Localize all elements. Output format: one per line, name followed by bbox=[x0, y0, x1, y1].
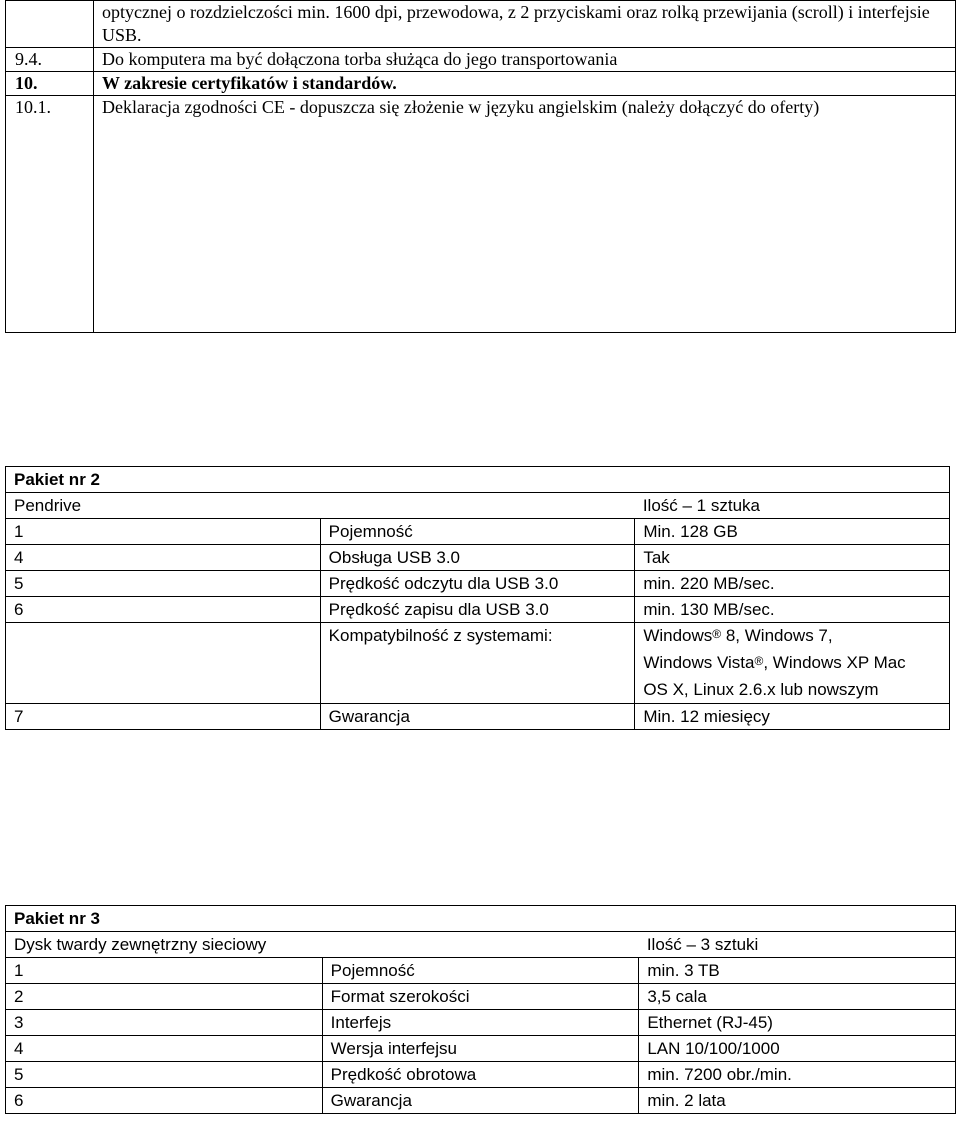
spec-row-text: Deklaracja zgodności CE - dopuszcza się złożenie w języku angielskim (należy dołączyć do oferty) bbox=[94, 96, 956, 333]
product-row bbox=[6, 493, 950, 519]
spec-row bbox=[6, 72, 956, 96]
row-value: min. 220 MB/sec. bbox=[635, 571, 950, 597]
row-value: min. 130 MB/sec. bbox=[635, 597, 950, 623]
table-row bbox=[6, 519, 950, 545]
row-number: 5 bbox=[6, 571, 321, 597]
spec-row bbox=[6, 1, 956, 48]
row-param: Format szerokości bbox=[322, 984, 639, 1010]
pakiet-header-row bbox=[6, 906, 956, 932]
table-row bbox=[6, 623, 950, 704]
registered-mark: ® bbox=[712, 627, 722, 641]
row-number: 6 bbox=[6, 1088, 323, 1114]
row-param: Gwarancja bbox=[322, 1088, 639, 1114]
row-value: min. 3 TB bbox=[639, 958, 956, 984]
row-param: Prędkość zapisu dla USB 3.0 bbox=[320, 597, 635, 623]
row-value: min. 7200 obr./min. bbox=[639, 1062, 956, 1088]
row-number: 6 bbox=[6, 597, 321, 623]
row-value: min. 2 lata bbox=[639, 1088, 956, 1114]
spec-section-title: W zakresie certyfikatów i standardów. bbox=[94, 72, 956, 96]
spec-row bbox=[6, 96, 956, 333]
registered-mark: ® bbox=[754, 654, 764, 668]
product-name: Dysk twardy zewnętrzny sieciowy bbox=[6, 932, 639, 958]
product-row bbox=[6, 932, 956, 958]
table-row bbox=[6, 1062, 956, 1088]
product-quantity: Ilość – 3 sztuki bbox=[639, 932, 956, 958]
spec-continuation-table bbox=[5, 0, 956, 333]
table-row bbox=[6, 984, 956, 1010]
table-row bbox=[6, 1010, 956, 1036]
row-number: 3 bbox=[6, 1010, 323, 1036]
row-number: 2 bbox=[6, 984, 323, 1010]
row-param: Obsługa USB 3.0 bbox=[320, 545, 635, 571]
row-value: LAN 10/100/1000 bbox=[639, 1036, 956, 1062]
row-param: Pojemność bbox=[320, 519, 635, 545]
table-row bbox=[6, 958, 956, 984]
row-value: 3,5 cala bbox=[639, 984, 956, 1010]
table-row bbox=[6, 704, 950, 730]
pakiet-3-table bbox=[5, 905, 956, 1114]
table-row bbox=[6, 1088, 956, 1114]
pakiet-title: Pakiet nr 3 bbox=[6, 906, 956, 932]
pakiet-header-row bbox=[6, 467, 950, 493]
row-value: Ethernet (RJ-45) bbox=[639, 1010, 956, 1036]
row-param: Prędkość obrotowa bbox=[322, 1062, 639, 1088]
product-name: Pendrive bbox=[6, 493, 635, 519]
row-number: 4 bbox=[6, 545, 321, 571]
spec-row-text: Do komputera ma być dołączona torba służąca do jego transportowania bbox=[94, 48, 956, 72]
table-row bbox=[6, 571, 950, 597]
compat-line: Windows Vista®, Windows XP Mac bbox=[643, 653, 906, 672]
row-number: 1 bbox=[6, 519, 321, 545]
spec-row bbox=[6, 48, 956, 72]
row-param: Kompatybilność z systemami: bbox=[320, 623, 635, 704]
compat-line: Windows® 8, Windows 7, bbox=[643, 626, 833, 645]
compat-line: OS X, Linux 2.6.x lub nowszym bbox=[643, 680, 879, 699]
row-number bbox=[6, 623, 321, 704]
row-value-compat bbox=[635, 623, 950, 704]
row-number: 7 bbox=[6, 704, 321, 730]
table-row bbox=[6, 545, 950, 571]
pakiet-2-table bbox=[5, 466, 950, 730]
row-number: 1 bbox=[6, 958, 323, 984]
row-param: Gwarancja bbox=[320, 704, 635, 730]
row-param: Interfejs bbox=[322, 1010, 639, 1036]
spec-row-number bbox=[6, 1, 94, 48]
row-value: Tak bbox=[635, 545, 950, 571]
row-value: Min. 128 GB bbox=[635, 519, 950, 545]
table-row bbox=[6, 1036, 956, 1062]
spec-row-number: 10.1. bbox=[6, 96, 94, 333]
row-value: Min. 12 miesięcy bbox=[635, 704, 950, 730]
spec-section-number: 10. bbox=[6, 72, 94, 96]
pakiet-title: Pakiet nr 2 bbox=[6, 467, 950, 493]
row-number: 4 bbox=[6, 1036, 323, 1062]
row-number: 5 bbox=[6, 1062, 323, 1088]
spec-row-number: 9.4. bbox=[6, 48, 94, 72]
product-quantity: Ilość – 1 sztuka bbox=[635, 493, 950, 519]
row-param: Wersja interfejsu bbox=[322, 1036, 639, 1062]
row-param: Pojemność bbox=[322, 958, 639, 984]
spec-row-text: optycznej o rozdzielczości min. 1600 dpi, przewodowa, z 2 przyciskami oraz rolką przewijania (scroll) i interfejsie USB. bbox=[94, 1, 956, 48]
row-param: Prędkość odczytu dla USB 3.0 bbox=[320, 571, 635, 597]
table-row bbox=[6, 597, 950, 623]
